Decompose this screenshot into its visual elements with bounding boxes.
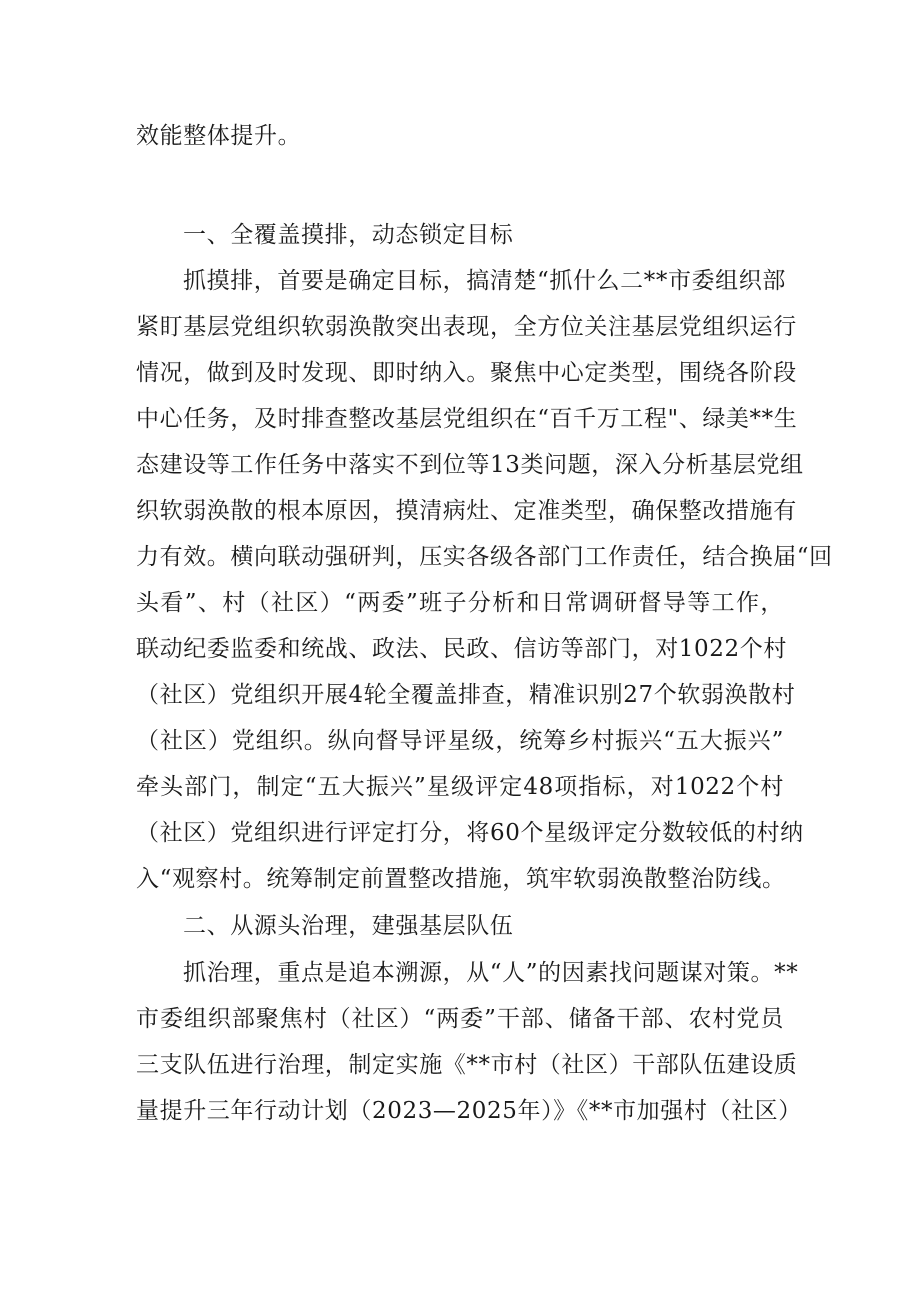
paragraph-line: 织软弱涣散的根本原因，摸清病灶、定准类型，确保整改措施有 <box>136 498 797 524</box>
paragraph-line: 牵头部门，制定“五大振兴”星级评定48项指标，对1022个村 <box>136 774 784 800</box>
section-heading-1: 一、全覆盖摸排，动态锁定目标 <box>183 222 514 248</box>
paragraph-line: 联动纪委监委和统战、政法、民政、信访等部门，对1022个村 <box>136 636 787 662</box>
paragraph-line: 力有效。横向联动强研判，压实各级各部门工作责任，结合换届“回 <box>136 544 833 570</box>
paragraph-line: （社区）党组织开展4轮全覆盖排查，精准识别27个软弱涣散村 <box>136 682 796 708</box>
paragraph-line: 量提升三年行动计划（2023—2025年）》《**市加强村（社区） <box>136 1098 802 1124</box>
paragraph-line: 头看”、村（社区）“两委”班子分析和日常调研督导等工作， <box>136 590 784 616</box>
paragraph-line: 紧盯基层党组织软弱涣散突出表现，全方位关注基层党组织运行 <box>136 314 797 340</box>
paragraph-line: 三支队伍进行治理，制定实施《**市村（社区）干部队伍建设质 <box>136 1052 798 1078</box>
paragraph-line: 抓治理，重点是追本溯源，从“人”的因素找问题谋对策。** <box>183 960 799 986</box>
section-heading-2: 二、从源头治理，建强基层队伍 <box>183 913 514 939</box>
paragraph-line: 入“观察村。统筹制定前置整改措施，筑牢软弱涣散整治防线。 <box>136 866 786 892</box>
paragraph-line: （社区）党组织。纵向督导评星级，统筹乡村振兴“五大振兴” <box>136 728 784 754</box>
paragraph-line: （社区）党组织进行评定打分，将60个星级评定分数较低的村纳 <box>136 820 804 846</box>
paragraph-line: 市委组织部聚焦村（社区）“两委”干部、储备干部、农村党员 <box>136 1006 784 1032</box>
paragraph-line: 情况，做到及时发现、即时纳入。聚焦中心定类型，围绕各阶段 <box>136 360 797 386</box>
paragraph-line: 中心任务，及时排查整改基层党组织在“百千万工程"、绿美**生 <box>136 406 798 432</box>
paragraph-line: 态建设等工作任务中落实不到位等13类问题，深入分析基层党组 <box>136 452 804 478</box>
paragraph-end-line: 效能整体提升。 <box>136 123 302 149</box>
paragraph-line: 抓摸排，首要是确定目标，搞清楚“抓什么二**市委组织部 <box>183 268 786 294</box>
